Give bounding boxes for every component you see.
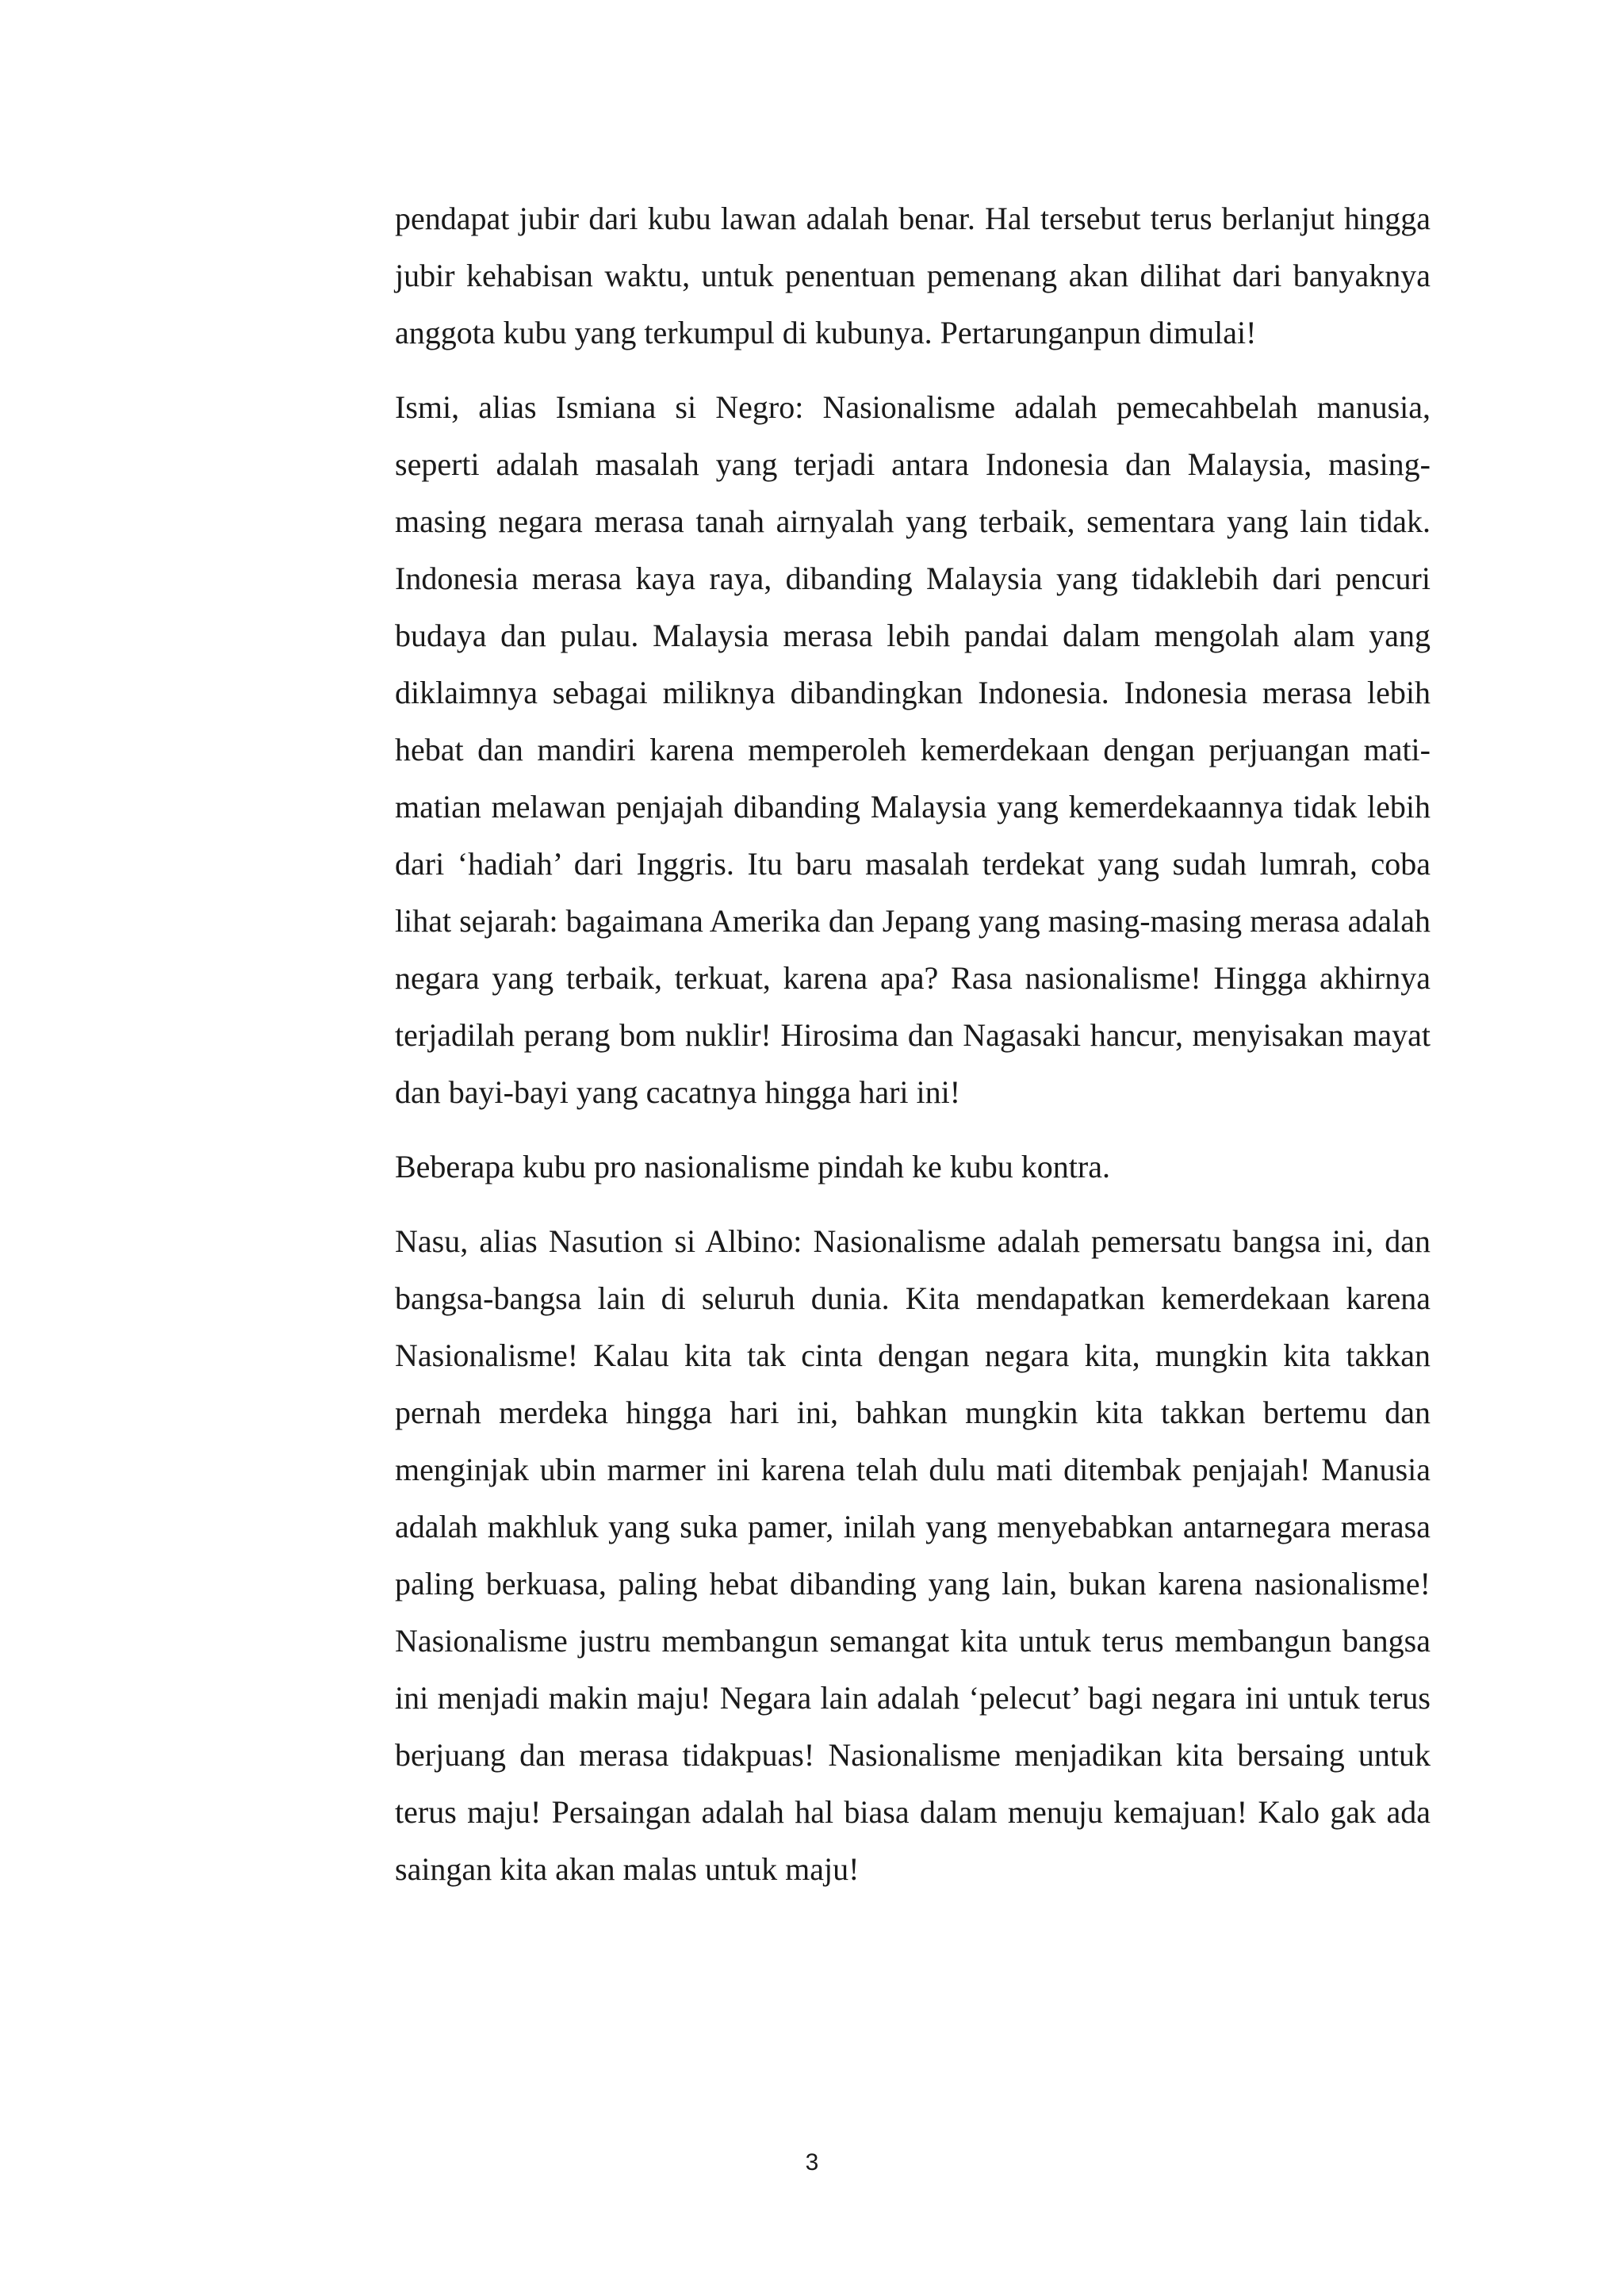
paragraph-narration: Beberapa kubu pro nasionalisme pindah ke kubu kontra. [395, 1149, 1110, 1184]
page-number: 3 [805, 2149, 819, 2175]
document-body [395, 190, 1431, 1915]
paragraph-nasu-argument: Nasu, alias Nasution si Albino: Nasionalisme adalah pemersatu bangsa ini, dan bangsa-bangsa lain di seluruh dunia. Kita mendapatkan kemerdekaan karena Nasionalisme! Kalau kita tak cinta dengan negara kita, mungkin kita takkan pernah merdeka hingga hari ini, bahkan mungkin kita takkan bertemu dan menginjak ubin marmer ini karena telah dulu mati ditembak penjajah! Manusia adalah makhluk yang suka pamer, inilah yang menyebabkan antarnegara merasa paling berkuasa, paling hebat dibanding yang lain, bukan karena nasionalisme! Nasionalisme justru membangun semangat kita untuk terus membangun bangsa ini menjadi makin maju! Negara lain adalah ‘pelecut’ bagi negara ini untuk terus berjuang dan merasa tidakpuas! Nasionalisme menjadikan kita bersaing untuk terus maju! Persaingan adalah hal biasa dalam menuju kemajuan! Kalo gak ada saingan kita akan malas untuk maju! [395, 1223, 1431, 1887]
paragraph-intro: pendapat jubir dari kubu lawan adalah benar. Hal tersebut terus berlanjut hingga jubir kehabisan waktu, untuk penentuan pemenang akan dilihat dari banyaknya anggota kubu yang terkumpul di kubunya. Pertarunganpun dimulai! [395, 201, 1431, 350]
paragraph-ismi-argument: Ismi, alias Ismiana si Negro: Nasionalisme adalah pemecahbelah manusia, seperti adalah masalah yang terjadi antara Indonesia dan Malaysia, masing-masing negara merasa tanah airnyalah yang terbaik, sementara yang lain tidak. Indonesia merasa kaya raya, dibanding Malaysia yang tidaklebih dari pencuri budaya dan pulau. Malaysia merasa lebih pandai dalam mengolah alam yang diklaimnya sebagai miliknya dibandingkan Indonesia. Indonesia merasa lebih hebat dan mandiri karena memperoleh kemerdekaan dengan perjuangan mati-matian melawan penjajah dibanding Malaysia yang kemerdekaannya tidak lebih dari ‘hadiah’ dari Inggris. Itu baru masalah terdekat yang sudah lumrah, coba lihat sejarah: bagaimana Amerika dan Jepang yang masing-masing merasa adalah negara yang terbaik, terkuat, karena apa? Rasa nasionalisme! Hingga akhirnya terjadilah perang bom nuklir! Hirosima dan Nagasaki hancur, menyisakan mayat dan bayi-bayi yang cacatnya hingga hari ini! [395, 389, 1431, 1110]
